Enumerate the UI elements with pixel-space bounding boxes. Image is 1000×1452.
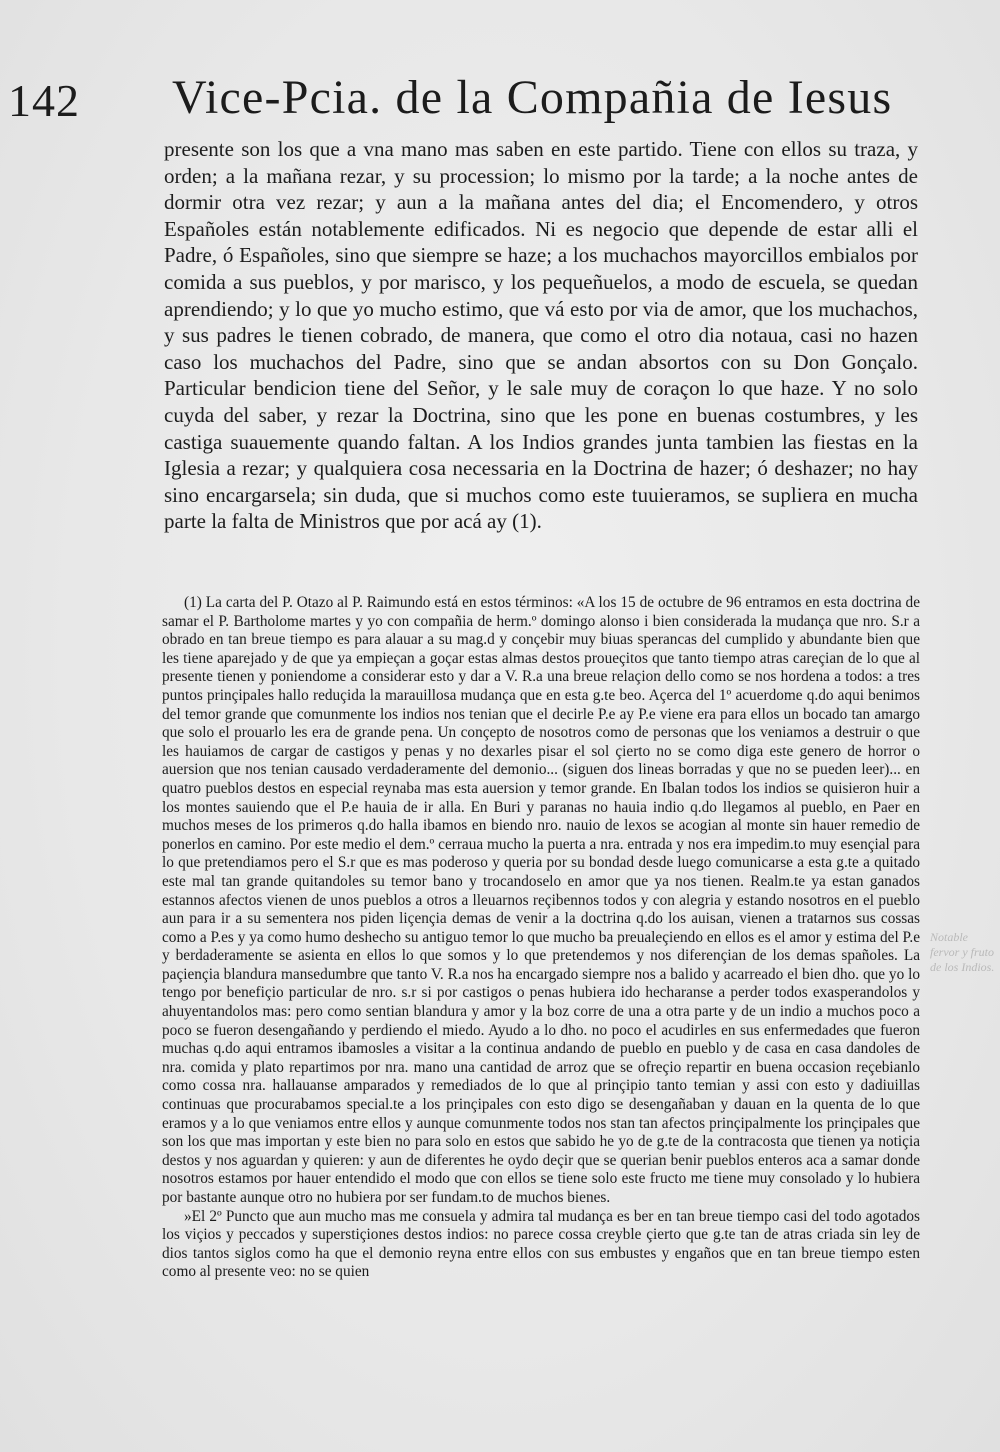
footnote-paragraph: (1) La carta del P. Otazo al P. Raimundo está en estos términos: «A los 15 de octubre de 96 entramos en esta doctrina de samar el P. Bartholome martes y yo con compañia de herm.º domingo alonso i bien considerada la mudança que nro. S.r a obrado en tan breue tiempo es para alauar a su mag.d y conçebir muy biuas sperancas del cumplido y abundante bien que les tiene aparejado y de que ya empieçan a goçar estas almas destos proueçitos que tanto tiempo atras careçian de lo que al presente tienen y poniendome a considerar esto y dar a V. R.a una breue relaçion dello como se nos hordena a todos: a tres puntos prinçipales hallo reduçida la marauillosa mudança que en esta g.te beo. Açerca del 1º acuerdome q.do aqui benimos del temor grande que comunmente los indios nos tenian que el decirle P.e ay P.e viene era para ellos un bocado tan amargo que solo el prouarlo les era de grande pena. Un conçepto de nosotros como de personas que los veniamos a destruir o que les hauiamos de cargar de castigos y penas y no dexarles pisar el sol çierto no se como diga este genero de horror o auersion que nos tenian causado verdaderamente del demonio... (siguen dos lineas borradas y que no se pueden leer)... en quatro pueblos destos en especial reynaba mas esta auersion y temor grande. En Ibalan todos los indios se quisieron huir a los montes sauiendo que el P.e hauia de ir alla. En Buri y paranas no hauia indio q.do llegamos al pueblo, en Paer en muchos meses de los primeros q.do halla ibamos en biendo nro. nauio de lexos se acogian al monte sin hauer remedio de ponerlos en camino. Por este medio el dem.º cerraua mucho la puerta a nra. entrada y nos era impedim.to muy esençial para lo que pretendiamos pero el S.r que es mas poderoso y queria por su bondad desde luego comunicarse a esta g.te a quitado este mal tan grande quitandoles su temor bano y trocandoselo en amor que ya nos tienen. Realm.te ya estan ganados estannos afectos vienen de unos pueblos a otros a lleuarnos reçibennos todos y con alegria y estando nosotros en el pueblo aun para ir a su sementera nos piden liçençia demas de venir a la doctrina q.do los auisan, vienen a tratarnos sus cossas como a P.es y ya como humo deshecho su antiguo temor lo que mucho ba preualeçiendo en ellos es el amor y estima del P.e y berdaderamente se asienta en ellos lo que somos y lo que pretendemos y nos diferençian de los demas spañoles. La paçiençia blandura mansedumbre que tanto V. R.a nos ha encargado siempre nos a balido y acarreado el bien dho. que yo lo tengo por benefiçio particular de nro. s.r si por castigos o penas hubiera ido hecharanse a perder todos exasperandolos y ahuyentandolos mas: pero como sentian blandura y amor y la boz corre de una a otra parte y de un indio a muchos poco a poco se fueron desengañando y perdiendo el miedo. Ayudo a lo dho. no poco el acudirles en sus enfermedades que fueron muchas q.do aqui entramos ibamosles a visitar a la continua andando de pueblo en pueblo y de casa en casa dandoles de nra. comida y plato repartimos por nra. mano una cantidad de arroz que se ofreçio repartir en buena occasion reçebianlo como cossa nra. hallauanse amparados y remediados de lo que al prinçipio tanto temian y assi con esto y dadiuillas continuas que procurabamos special.te a los prinçipales con esto digo se desengañaban y dauan en la quenta de lo que eramos y a lo que veniamos entre ellos y aunque comunmente todos nos stan tan afectos prinçipalmente los prinçipales que son los que mas importan y este bien no para solo en estos que sabido he yo de g.te de la contracosta que tienen ya notiçia destos y nos aguardan y quieren: y aun de diferentes he oydo deçir que se querian benir pueblos enteros aca a samar donde nosotros estamos por hauer entendido el modo que con ellos se tiene solo este fructo me tiene muy consolado y lo hubiera por bastante aunque otro no hubiera por ser fundam.to de muchos bienes. [162, 594, 920, 1206]
footnote-paragraph: »El 2º Puncto que aun mucho mas me consuela y admira tal mudança es ber en tan breue tiempo casi del todo agotados los viçios y peccados y superstiçiones destos indios: no parece cossa creyble çierto que g.te tan de atras criada sin ley de dios tantos siglos como ha que el demonio reyna entre ellos con sus embustes y engaños que en tan breue tiempo esten como al presente veo: no se quien [162, 1207, 920, 1281]
page-number: 142 [8, 75, 80, 126]
main-paragraph: presente son los que a vna mano mas saben en este partido. Tiene con ellos su traza, y orden; a la mañana rezar, y su procession; lo mismo por la tarde; a la noche antes de dormir otra vez rezar; y aun a la mañana antes del dia; el Encomendero, y otros Españoles están notablemente edificados. Ni es negocio que depende de estar alli el Padre, ó Españoles, sino que siempre se haze; a los muchachos mayorcillos embialos por comida a sus pueblos, y por marisco, y los pequeñuelos, a modo de escuela, se quedan aprendiendo; y lo que yo mucho estimo, que vá esto por via de amor, que los muchachos, y sus padres le tienen cobrado, de manera, que como el otro dia notaua, casi no hazen caso los muchachos del Padre, sino que se andan absortos con su Don Gonçalo. Particular bendicion tiene del Señor, y le sale muy de coraçon lo que haze. Y no solo cuyda del saber, y rezar la Doctrina, sino que les pone en buenas costumbres, y les castiga suauemente quando faltan. A los Indios grandes junta tambien las fiestas en la Iglesia a rezar; y qualquiera cosa necessaria en la Doctrina de hazer; ó deshazer; no hay sino encargarsela; sin duda, que si muchos como este tuuieramos, se supliera en mucha parte la falta de Ministros que por acá ay (1). [164, 137, 918, 534]
main-text-block [164, 136, 918, 535]
page-header [0, 68, 1000, 138]
margin-note: Notable fervor y fruto de los Indios. [930, 930, 995, 974]
running-title: Vice-Pcia. de la Compañia de Iesus [172, 71, 893, 124]
footnote-block [162, 594, 920, 1282]
